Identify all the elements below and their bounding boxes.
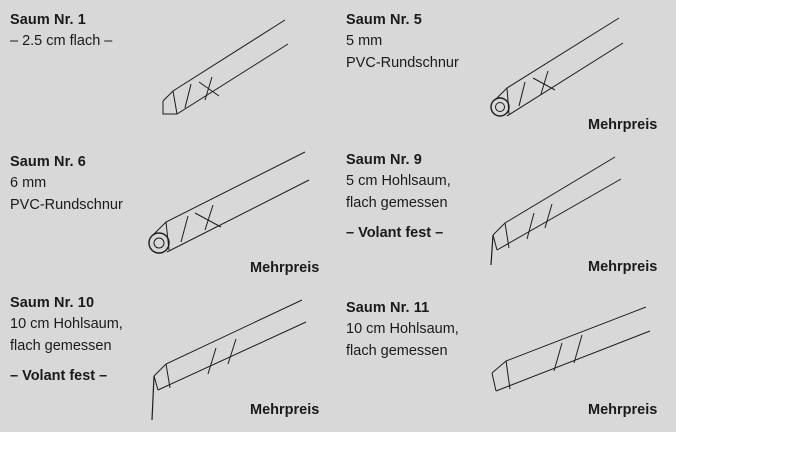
cell-title: Saum Nr. 10 xyxy=(10,295,95,311)
illustration-saum-11 xyxy=(488,305,653,415)
cell-line-1: 6 mm xyxy=(10,175,47,191)
cell-line-2: PVC-Rundschnur xyxy=(346,55,459,71)
cell-title: Saum Nr. 6 xyxy=(10,154,86,170)
cell-line-1: – 2.5 cm flach – xyxy=(10,33,113,49)
cell-line-2: flach gemessen xyxy=(10,338,112,354)
illustration-saum-9 xyxy=(487,155,647,270)
price-label-saum-5: Mehrpreis xyxy=(588,117,658,133)
cell-saum-6 xyxy=(10,152,123,216)
hem-cord-drawing-icon xyxy=(143,150,308,260)
cell-line-1: 10 cm Hohlsaum, xyxy=(10,316,123,332)
cell-title: Saum Nr. 11 xyxy=(346,300,430,316)
cell-saum-9 xyxy=(346,150,451,244)
cell-line-2: PVC-Rundschnur xyxy=(10,197,123,213)
hem-hollow-drawing-icon xyxy=(488,305,653,415)
cell-line-3: – Volant fest – xyxy=(346,225,444,241)
cell-line-3: – Volant fest – xyxy=(10,368,108,384)
illustration-saum-1 xyxy=(155,18,305,118)
hem-cord-drawing-icon xyxy=(487,16,642,121)
cell-saum-11 xyxy=(346,298,459,362)
cell-title: Saum Nr. 9 xyxy=(346,152,422,168)
cell-line-1: 10 cm Hohlsaum, xyxy=(346,321,459,337)
price-label-saum-10: Mehrpreis xyxy=(250,402,320,418)
illustration-saum-6 xyxy=(143,150,308,260)
cell-saum-1 xyxy=(10,10,112,52)
price-label-saum-6: Mehrpreis xyxy=(250,260,320,276)
cell-line-2: flach gemessen xyxy=(346,195,448,211)
cell-title: Saum Nr. 1 xyxy=(10,12,86,28)
cell-line-1: 5 mm xyxy=(346,33,383,49)
hem-drawing-icon xyxy=(155,18,305,118)
cell-saum-10 xyxy=(10,293,123,387)
price-label-saum-9: Mehrpreis xyxy=(588,259,658,275)
cell-line-1: 5 cm Hohlsaum, xyxy=(346,173,451,189)
cell-saum-5 xyxy=(346,10,459,74)
cell-line-2: flach gemessen xyxy=(346,343,448,359)
hem-hollow-drawing-icon xyxy=(487,155,647,270)
price-label-saum-11: Mehrpreis xyxy=(588,402,658,418)
illustration-saum-5 xyxy=(487,16,642,121)
cell-title: Saum Nr. 5 xyxy=(346,12,422,28)
